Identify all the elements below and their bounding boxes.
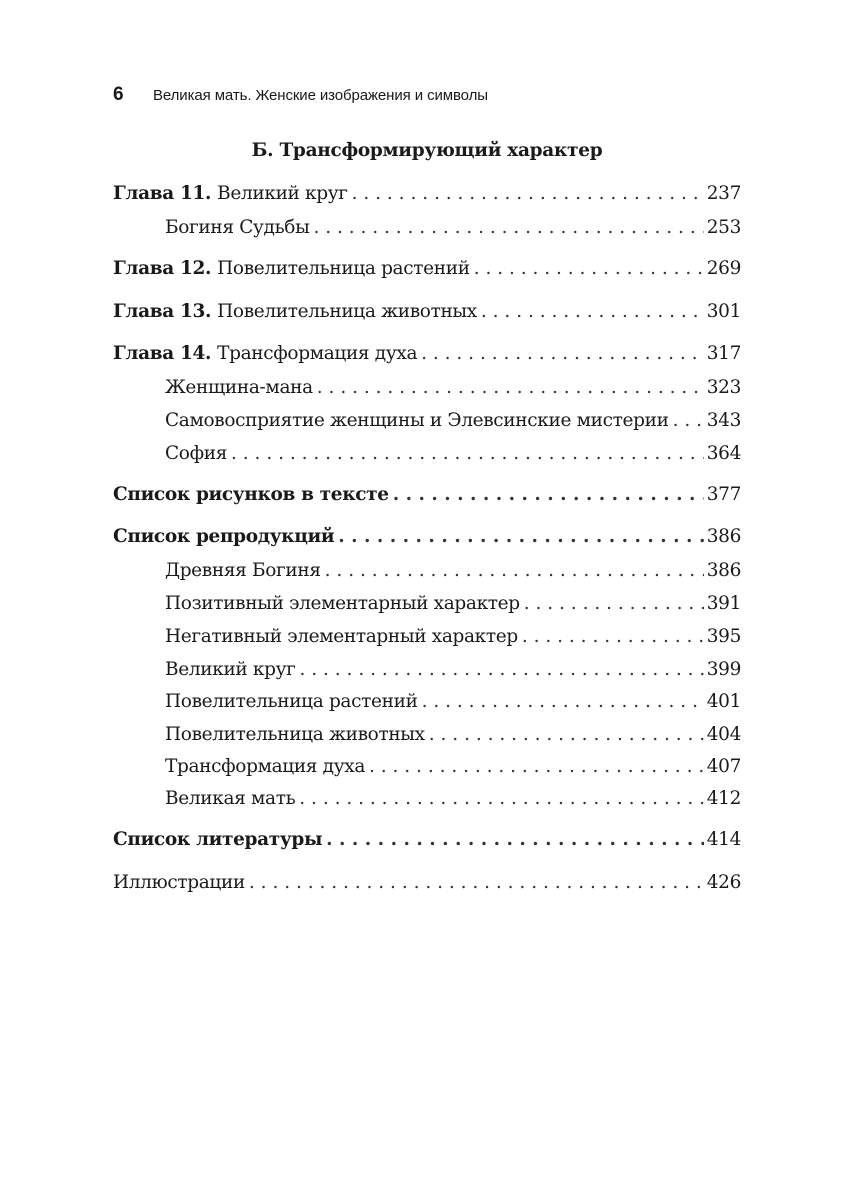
dot-leader: [326, 829, 704, 850]
toc-entry-page: 323: [706, 377, 741, 398]
dot-leader: [313, 217, 703, 238]
toc-entry-subsection: [113, 691, 741, 717]
toc-entry-page: 377: [706, 484, 741, 505]
toc-entry-title: Список репродукций: [113, 526, 335, 547]
toc-entry-title: Позитивный элементарный характер: [165, 593, 520, 614]
toc-entry-page: 399: [706, 659, 741, 680]
page-number: 6: [113, 84, 124, 105]
running-head: [113, 84, 488, 106]
dot-leader: [429, 724, 704, 745]
book-title: Великая мать. Женские изображения и символы: [153, 87, 488, 104]
toc-entry-title: Великая мать: [165, 788, 296, 809]
toc-entry-title: Трансформация духа: [217, 343, 418, 364]
toc-entry-subsection: [113, 756, 741, 782]
dot-leader: [299, 788, 703, 809]
toc-entry-title: Иллюстрации: [113, 872, 245, 893]
toc-entry-prefix: Глава 14.: [113, 343, 212, 364]
toc-entry-page: 386: [706, 526, 741, 547]
toc-entry-subsection: [113, 724, 741, 750]
toc-entry-title: Древняя Богиня: [165, 560, 321, 581]
toc-entry-page: 364: [706, 443, 741, 464]
toc-entry-title: Повелительница животных: [217, 301, 477, 322]
toc-entry-prefix: Глава 13.: [113, 301, 212, 322]
dot-leader: [474, 258, 704, 279]
toc-entry-chapter-12: [113, 258, 741, 284]
toc-entry-illustrations: [113, 872, 741, 898]
toc-entry-chapter-11: [113, 183, 741, 209]
toc-entry-title: Трансформация духа: [165, 756, 366, 777]
toc-entry-prefix: Глава 12.: [113, 258, 212, 279]
toc-entry-subsection: [113, 443, 741, 469]
toc-entry-subsection: [113, 560, 741, 586]
dot-leader: [422, 691, 704, 712]
dot-leader: [317, 377, 704, 398]
dot-leader: [300, 659, 704, 680]
dot-leader: [325, 560, 704, 581]
toc-entry-subsection: [113, 410, 741, 436]
toc-entry-page: 343: [706, 410, 741, 431]
toc-entry-title: Список рисунков в тексте: [113, 484, 389, 505]
dot-leader: [524, 593, 704, 614]
toc-entry-page: 386: [706, 560, 741, 581]
toc-entry-page: 412: [706, 788, 741, 809]
toc-entry-prefix: Глава 11.: [113, 183, 212, 204]
dot-leader: [393, 484, 704, 505]
toc-entry-page: 391: [706, 593, 741, 614]
dot-leader: [522, 626, 704, 647]
toc-entry-page: 426: [706, 872, 741, 893]
toc-entry-subsection: [113, 788, 741, 814]
toc-entry-page: 237: [706, 183, 741, 204]
toc-entry-page: 404: [706, 724, 741, 745]
toc-entry-page: 253: [706, 217, 741, 238]
section-title: Б. Трансформирующий характер: [251, 140, 603, 161]
toc-entry-page: 269: [706, 258, 741, 279]
toc-entry-subsection: [113, 217, 741, 243]
toc-entry-chapter-13: [113, 301, 741, 327]
toc-entry-page: 395: [706, 626, 741, 647]
dot-leader: [481, 301, 704, 322]
toc-entry-subsection: [113, 659, 741, 685]
toc-entry-figures-list: [113, 484, 741, 510]
toc-entry-page: 414: [706, 829, 741, 850]
toc-entry-title: Богиня Судьбы: [165, 217, 310, 238]
toc-entry-subsection: [113, 377, 741, 403]
dot-leader: [231, 443, 704, 464]
toc-entry-page: 401: [706, 691, 741, 712]
toc-entry-title: Повелительница растений: [165, 691, 418, 712]
toc-entry-title: Великий круг: [165, 659, 296, 680]
toc-entry-title: Великий круг: [217, 183, 348, 204]
toc-entry-plates-list: [113, 526, 741, 552]
toc-entry-page: 317: [706, 343, 741, 364]
dot-leader: [421, 343, 704, 364]
toc-entry-bibliography: [113, 829, 741, 855]
toc-entry-title: София: [165, 443, 228, 464]
dot-leader: [352, 183, 704, 204]
dot-leader: [249, 872, 704, 893]
toc-entry-page: 301: [706, 301, 741, 322]
toc-entry-page: 407: [706, 756, 741, 777]
toc-entry-subsection: [113, 626, 741, 652]
dot-leader: [338, 526, 703, 547]
toc-entry-subsection: [113, 593, 741, 619]
toc-entry-chapter-14: [113, 343, 741, 369]
toc-entry-title: Повелительница животных: [165, 724, 425, 745]
toc-entry-title: Повелительница растений: [217, 258, 470, 279]
toc-entry-title: Самовосприятие женщины и Элевсинские мистерии: [165, 410, 669, 431]
dot-leader: [673, 410, 704, 431]
dot-leader: [369, 756, 704, 777]
toc-entry-title: Женщина-мана: [165, 377, 313, 398]
toc-entry-title: Список литературы: [113, 829, 323, 850]
toc-entry-title: Негативный элементарный характер: [165, 626, 518, 647]
